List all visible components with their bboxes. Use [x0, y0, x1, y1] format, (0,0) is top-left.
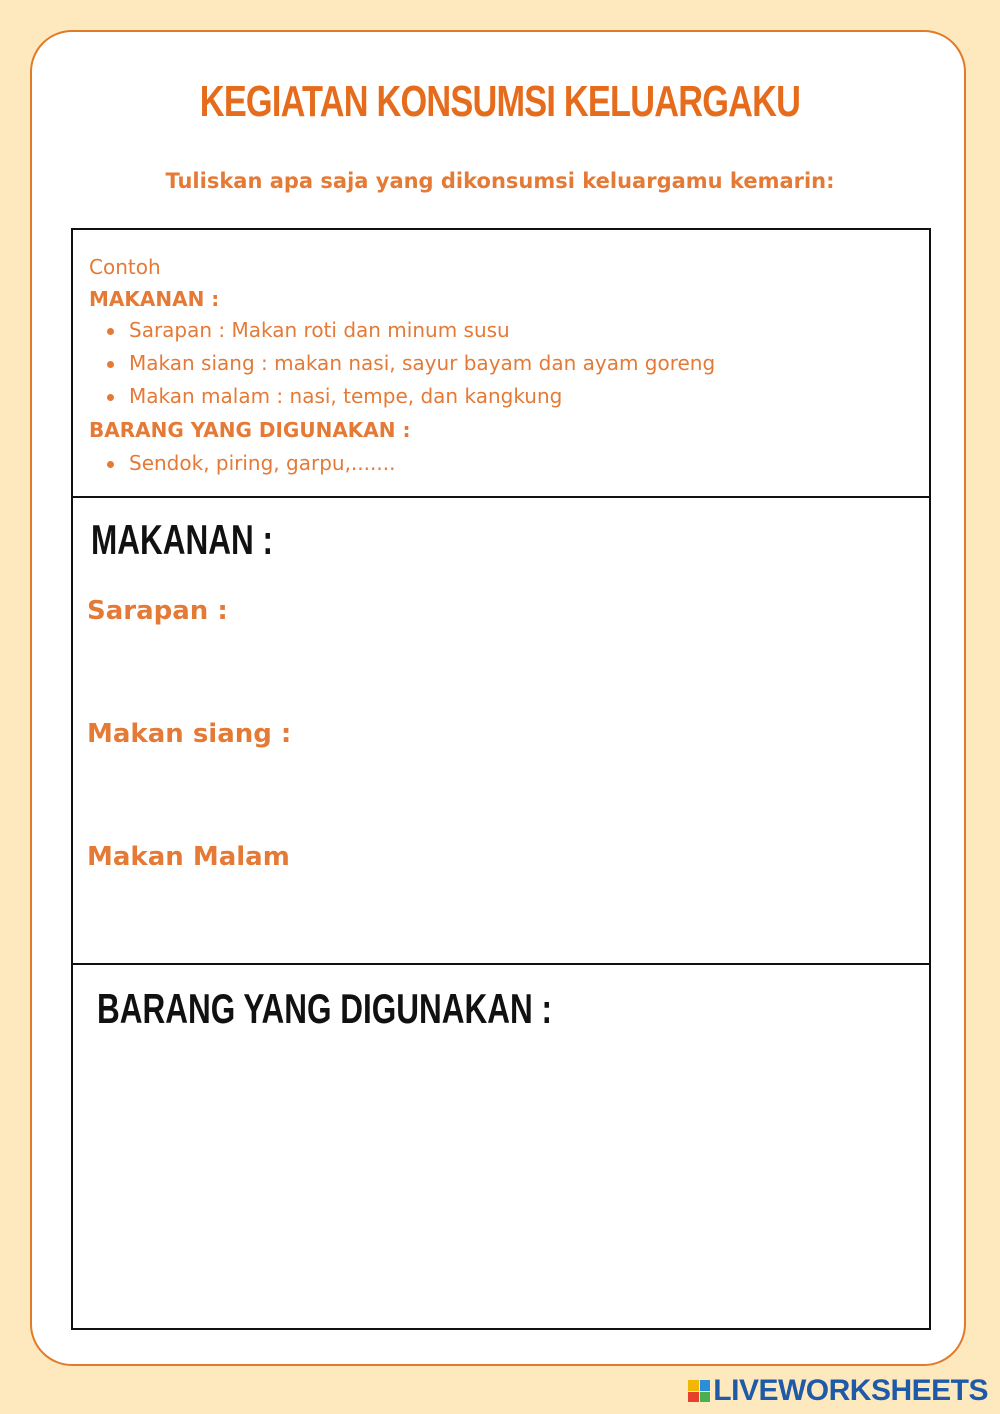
example-items-heading: BARANG YANG DIGUNAKAN : [89, 418, 411, 442]
worksheet-title: KEGIATAN KONSUMSI KELUARGAKU [199, 77, 801, 126]
food-answer-section[interactable] [73, 498, 929, 965]
liveworksheets-wordmark: LIVEWORKSHEETS [713, 1374, 988, 1407]
dinner-label: Makan Malam [87, 842, 290, 872]
list-item: Makan siang : makan nasi, sayur bayam dan ayam goreng [89, 347, 715, 380]
worksheet-grid [71, 228, 931, 1330]
list-item: Sarapan : Makan roti dan minum susu [89, 314, 715, 347]
liveworksheets-brand [688, 1374, 988, 1408]
list-item: Makan malam : nasi, tempe, dan kangkung [89, 380, 715, 413]
breakfast-label: Sarapan : [87, 596, 228, 626]
lunch-label: Makan siang : [87, 719, 292, 749]
example-food-heading: MAKANAN : [89, 287, 220, 311]
worksheet-instruction: Tuliskan apa saja yang dikonsumsi keluargamu kemarin: [165, 169, 835, 193]
items-heading: BARANG YANG DIGUNAKAN : [97, 985, 553, 1032]
example-label: Contoh [89, 255, 161, 279]
items-answer-section[interactable] [73, 965, 929, 1328]
example-section [73, 230, 929, 498]
liveworksheets-logo-icon [688, 1380, 710, 1402]
example-items-list [89, 447, 395, 480]
food-heading: MAKANAN : [91, 516, 273, 563]
example-food-list [89, 314, 715, 413]
list-item: Sendok, piring, garpu,....... [89, 447, 395, 480]
